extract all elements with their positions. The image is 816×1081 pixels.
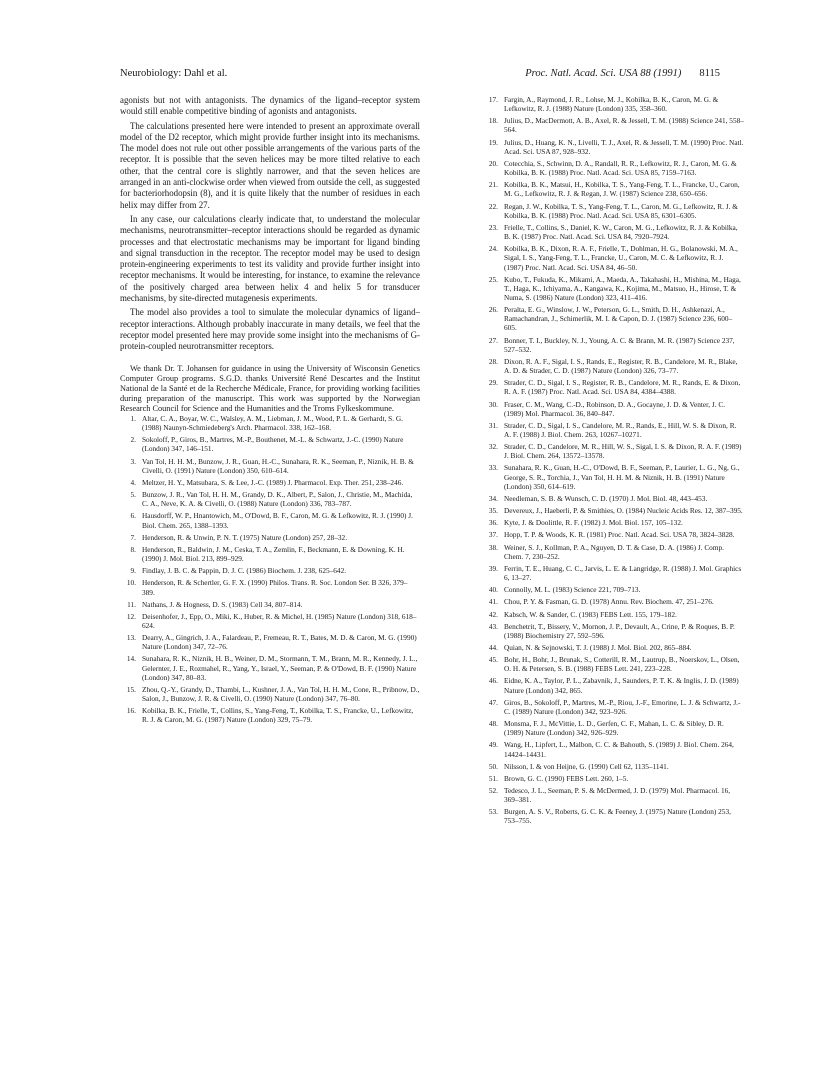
reference-text: Nilsson, I. & von Heijne, G. (1990) Cell 62, 1135–1141.: [504, 761, 669, 771]
reference-item: [482, 762, 744, 771]
reference-item: [482, 740, 744, 758]
reference-number: 46.: [488, 676, 498, 686]
reference-text: Monsma, F. J., McVittie, L. D., Gerfen, C. F., Mahan, L. C. & Sibley, D. R. (1989) Nature (London) 342, 926–929.: [504, 719, 724, 738]
reference-item: [120, 414, 420, 432]
right-column: [482, 95, 744, 829]
reference-text: Kabsch, W. & Sander, C. (1983) FEBS Lett. 155, 179–182.: [504, 609, 677, 619]
reference-item: [120, 612, 420, 630]
reference-text: Kyte, J. & Doolittle, R. F. (1982) J. Mol. Biol. 157, 105–132.: [504, 518, 683, 528]
left-column: [120, 95, 420, 728]
reference-number: 36.: [488, 518, 498, 528]
reference-text: Van Tol, H. H. M., Bunzow, J. R., Guan, H.-C., Sunahara, R. K., Seeman, P., Niznik, H. B. & Civelli, O. (1991) Nature (London) 350, 610–614.: [142, 456, 414, 475]
reference-text: Brown, G. C. (1990) FEBS Lett. 260, 1–5.: [504, 773, 629, 783]
reference-item: [120, 685, 420, 703]
page-number: 8115: [699, 68, 720, 79]
header-journal-block: [525, 68, 720, 79]
reference-number: 32.: [488, 442, 498, 452]
reference-number: 13.: [126, 633, 136, 643]
reference-number: 7.: [130, 532, 136, 542]
reference-number: 10.: [126, 578, 136, 588]
reference-item: [482, 518, 744, 527]
reference-item: [482, 597, 744, 606]
reference-list-right: [482, 95, 744, 826]
reference-text: Bunzow, J. R., Van Tol, H. H. M., Grandy, D. K., Albert, P., Salon, J., Christie, M., Machida, C. A., Neve, K. A. & Civelli, O. (1988) Nature (London) 336, 783–787.: [142, 490, 413, 509]
reference-item: [482, 622, 744, 640]
reference-number: 45.: [488, 655, 498, 665]
reference-number: 15.: [126, 684, 136, 694]
reference-text: Kobilka, B. K., Dixon, R. A. F., Frielle, T., Dohlman, H. G., Bolanowski, M. A., Sigal, I. S., Yang-Feng, T. L., Francke, U., Caron, M. C. & Lefkowitz, R. J. (1987) Proc. Natl. Acad. Sci. USA 84, 46–50.: [504, 244, 738, 272]
reference-item: [482, 786, 744, 804]
reference-number: 33.: [488, 463, 498, 473]
reference-list-left: [120, 414, 420, 725]
reference-number: 43.: [488, 621, 498, 631]
header-section: Neurobiology: Dahl et al.: [120, 68, 228, 79]
reference-number: 6.: [130, 511, 136, 521]
reference-number: 26.: [488, 305, 498, 315]
body-text: [120, 95, 420, 414]
reference-item: [482, 564, 744, 582]
reference-item: [482, 159, 744, 177]
reference-text: Strader, C. D., Sigal, I. S., Candelore, M. R., Rands, E., Hill, W. S. & Dixon, R. A. F. (1988) J. Biol. Chem. 263, 10267–10271.: [504, 420, 737, 439]
reference-text: Sokoloff, P., Giros, B., Martres, M.-P., Bouthenet, M.-L. & Schwartz, J.-C. (1990) Nature (London) 347, 146–151.: [142, 435, 404, 454]
reference-text: Henderson, R. & Unwin, P. N. T. (1975) Nature (London) 257, 28–32.: [142, 532, 348, 542]
reference-item: [482, 655, 744, 673]
reference-item: [482, 180, 744, 198]
reference-item: [482, 400, 744, 418]
reference-number: 3.: [130, 456, 136, 466]
reference-number: 22.: [488, 201, 498, 211]
reference-text: Giros, B., Sokoloff, P., Martres, M.-P., Riou, J.-F., Emorine, L. J. & Schwartz, J.-C. (1989) Nature (London) 342, 923–926.: [504, 697, 741, 716]
reference-item: [120, 457, 420, 475]
reference-item: [120, 435, 420, 453]
reference-text: Henderson, R., Baldwin, J. M., Ceska, T. A., Zemlin, F., Beckmann, E. & Downing, K. H. (1990) J. Mol. Biol. 213, 899–929.: [142, 544, 405, 564]
reference-text: Eidne, K. A., Taylor, P. L., Zabavnik, J., Saunders, P. T. K. & Inglis, J. D. (1989) Nature (London) 342, 865.: [504, 676, 739, 695]
reference-number: 23.: [488, 222, 498, 232]
reference-text: Meltzer, H. Y., Matsubara, S. & Lee, J.-C. (1989) J. Pharmacol. Exp. Ther. 251, 238–246.: [142, 477, 404, 487]
reference-item: [482, 543, 744, 561]
reference-text: Kobilka, B. K., Frielle, T., Collins, S., Yang-Feng, T., Kobilka, T. S., Francke, U., Lefkowitz, R. J. & Caron, M. G. (1987) Nature (London) 329, 75–79.: [142, 706, 414, 725]
reference-number: 42.: [488, 609, 498, 619]
reference-item: [120, 600, 420, 609]
reference-item: [482, 95, 744, 113]
reference-number: 50.: [488, 761, 498, 771]
reference-number: 25.: [488, 274, 498, 284]
reference-number: 24.: [488, 244, 498, 254]
reference-item: [482, 421, 744, 439]
reference-number: 9.: [130, 566, 136, 576]
reference-text: Bonner, T. I., Buckley, N. J., Young, A. C. & Brann, M. R. (1987) Science 237, 527–532.: [504, 335, 735, 354]
reference-item: [482, 530, 744, 539]
reference-item: [120, 533, 420, 542]
body-paragraph: agonists but not with antagonists. The dynamics of the ligand–receptor system would still enable competitive binding of agonists and antagonists.: [120, 95, 420, 117]
reference-item: [482, 774, 744, 783]
reference-text: Kobilka, B. K., Matsui, H., Kobilka, T. S., Yang-Feng, T. L., Francke, U., Caron, M. G., Lefkowitz, R. J. & Regan, J. W. (1987) Science 238, 650–656.: [504, 180, 740, 199]
reference-text: Nathans, J. & Hogness, D. S. (1983) Cell 34, 807–814.: [142, 599, 303, 609]
reference-item: [120, 578, 420, 596]
reference-text: Sunahara, R. K., Guan, H.-C., O'Dowd, B. F., Seeman, P., Laurier, L. G., Ng, G., George, S. R., Torchia, J., Van Tol, H. H. M. & Niznik, H. B. (1991) Nature (London) 350, 614–619.: [504, 463, 740, 491]
reference-text: Julius, D., MacDermott, A. B., Axel, R. & Jessell, T. M. (1988) Science 241, 558–564.: [504, 116, 744, 135]
body-paragraph: The model also provides a tool to simulate the molecular dynamics of ligand–receptor interactions. Although probably inaccurate in many details, we feel that the receptor model presented here may provide some insight into the mechanisms of G-protein-coupled neurotransmitter receptors.: [120, 307, 420, 352]
running-header: [120, 68, 720, 84]
reference-item: [482, 202, 744, 220]
reference-number: 18.: [488, 116, 498, 126]
reference-number: 48.: [488, 719, 498, 729]
reference-item: [482, 506, 744, 515]
reference-item: [482, 610, 744, 619]
reference-number: 41.: [488, 597, 498, 607]
reference-text: Devereux, J., Haeberli, P. & Smithies, O. (1984) Nucleic Acids Res. 12, 387–395.: [504, 506, 743, 516]
reference-number: 20.: [488, 158, 498, 168]
reference-text: Kubo, T., Fukuda, K., Mikami, A., Maeda, A., Takahashi, H., Mishina, M., Haga, T., Haga, K., Ichiyama, A., Kangawa, K., Kojima, M., Matsuo, H., Hirose, T. & Numa, S. (1986) Nature (London) 323, 411–416.: [504, 274, 741, 302]
reference-number: 51.: [488, 773, 498, 783]
reference-text: Chou, P. Y. & Fasman, G. D. (1978) Annu. Rev. Biochem. 47, 251–276.: [504, 597, 714, 607]
reference-number: 39.: [488, 563, 498, 573]
reference-number: 5.: [130, 490, 136, 500]
reference-number: 37.: [488, 530, 498, 540]
reference-text: Cotecchia, S., Schwinn, D. A., Randall, R. R., Lefkowitz, R. J., Caron, M. G. & Kobilka, B. K. (1988) Proc. Natl. Acad. Sci. USA 85, 7159–7163.: [504, 158, 737, 178]
reference-item: [482, 807, 744, 825]
reference-item: [120, 633, 420, 651]
reference-item: [482, 275, 744, 302]
reference-text: Wang, H., Lipfert, L., Malbon, C. C. & Bahouth, S. (1989) J. Biol. Chem. 264, 14424–14431.: [504, 740, 734, 759]
reference-item: [482, 698, 744, 716]
body-paragraph: The calculations presented here were intended to present an approximate overall model of the D2 receptor, which might provide further insight into its mechanisms. The model does not rule out other possible arrangements of the various parts of the receptor. It is possible that the seven helices may be more tilted relative to each other, that the central core is slightly narrower, and that the seven helices are arranged in an anti-clockwise order when viewed from outside the cell, as suggested for bacteriorhodopsin (8), and it is quite likely that the number of residues in each helix may differ from 27.: [120, 120, 420, 210]
reference-number: 17.: [488, 95, 498, 104]
reference-item: [120, 654, 420, 681]
reference-number: 31.: [488, 420, 498, 430]
reference-text: Zhou, Q.-Y., Grandy, D., Thambi, L., Kushner, J. A., Van Tol, H. H. M., Cone, R., Pribnow, D., Salon, J., Bunzow, J. R. & Civelli, O. (1990) Nature (London) 347, 76–80.: [142, 684, 420, 704]
reference-text: Needleman, S. B. & Wunsch, C. D. (1970) J. Mol. Biol. 48, 443–453.: [504, 493, 708, 503]
reference-item: [482, 357, 744, 375]
reference-item: [120, 490, 420, 508]
reference-number: 14.: [126, 654, 136, 664]
reference-text: Deisenhofer, J., Epp, O., Miki, K., Huber, R. & Michel, H. (1985) Nature (London) 318, 618–624.: [142, 611, 417, 630]
reference-text: Strader, C. D., Sigal, I. S., Register, R. B., Candelore, M. R., Rands, E. & Dixon, R. A. F. (1987) Proc. Natl. Acad. Sci. USA 84, 4384–4388.: [504, 378, 741, 397]
reference-item: [482, 116, 744, 134]
reference-text: Findlay, J. B. C. & Pappin, D. J. C. (1986) Biochem. J. 238, 625–642.: [142, 566, 347, 576]
reference-text: Burgen, A. S. V., Roberts, G. C. K. & Feeney, J. (1975) Nature (London) 253, 753–755.: [504, 807, 731, 826]
reference-text: Weiner, S. J., Kollman, P. A., Nguyen, D. T. & Case, D. A. (1986) J. Comp. Chem. 7, 230–252.: [504, 542, 724, 561]
reference-item: [482, 643, 744, 652]
reference-number: 16.: [126, 706, 136, 716]
reference-number: 2.: [130, 435, 136, 445]
reference-text: Frielle, T., Collins, S., Daniel, K. W., Caron, M. G., Lefkowitz, R. J. & Kobilka, B. K. (1987) Proc. Natl. Acad. Sci. USA 84, 7920–7924.: [504, 222, 738, 242]
reference-item: [482, 336, 744, 354]
reference-text: Connolly, M. L. (1983) Science 221, 709–713.: [504, 585, 641, 595]
reference-text: Regan, J. W., Kobilka, T. S., Yang-Feng, T. L., Caron, M. G., Lefkowitz, R. J. & Kobilka, B. K. (1988) Proc. Natl. Acad. Sci. USA 85, 6301–6305.: [504, 201, 738, 220]
reference-text: Fargin, A., Raymond, J. R., Lohse, M. J., Kobilka, B. K., Caron, M. G. & Lefkowitz, R. J. (1988) Nature (London) 335, 358–360.: [504, 95, 719, 114]
reference-item: [482, 244, 744, 271]
reference-number: 11.: [127, 599, 136, 609]
body-paragraph: In any case, our calculations clearly indicate that, to understand the molecular mechanisms, neurotransmitter–receptor interactions should be regarded as dynamic processes and that electrostatic mechanisms may be important for ligand binding and signal transduction in the receptor. The receptor model may be used to design protein-engineering experiments to test its validity and provide further insight into receptor mechanisms. It would be interesting, for instance, to examine the relevance of the positively charged area between helix 4 and helix 5 for transducer mechanisms, by site-directed mutagenesis experiments.: [120, 213, 420, 304]
reference-text: Julius, D., Huang, K. N., Livelli, T. J., Axel, R. & Jessell, T. M. (1990) Proc. Natl. Acad. Sci. USA 87, 928–932.: [504, 137, 744, 156]
reference-text: Tedesco, J. L., Seeman, P. S. & McDermed, J. D. (1979) Mol. Pharmacol. 16, 369–381.: [504, 786, 731, 805]
reference-number: 12.: [126, 611, 136, 621]
reference-item: [482, 378, 744, 396]
reference-number: 38.: [488, 542, 498, 552]
reference-text: Fraser, C. M., Wang, C.-D., Robinson, D. A., Gocayne, J. D. & Venter, J. C. (1989) Mol. Pharmacol. 36, 840–847.: [504, 399, 726, 418]
reference-text: Quian, N. & Sejnowski, T. J. (1988) J. Mol. Biol. 202, 865–884.: [504, 642, 692, 652]
reference-number: 27.: [488, 335, 498, 345]
reference-number: 40.: [488, 585, 498, 595]
reference-number: 47.: [488, 697, 498, 707]
reference-item: [120, 478, 420, 487]
reference-text: Dearry, A., Gingrich, J. A., Falardeau, P., Fremeau, R. T., Bates, M. D. & Caron, M. G. (1990) Nature (London) 347, 72–76.: [142, 633, 417, 652]
reference-text: Hausdorff, W. P., Hnantowich, M., O'Dowd, B. F., Caron, M. G. & Lefkowitz, R. J. (1990) J. Biol. Chem. 265, 1388–1393.: [142, 511, 413, 530]
reference-number: 44.: [488, 642, 498, 652]
acknowledgment: We thank Dr. T. Johansen for guidance in using the University of Wisconsin Genetics Computer Group programs. S.G.D. thanks Université René Descartes and the Institut National de la Santé et de la Recherche Médicale, France, for providing working facilities during preparation of the manuscript. This work was supported by the Norwegian Research Council for Science and the Humanities and the Troms Fylkeskommune.: [120, 363, 420, 413]
reference-item: [482, 585, 744, 594]
reference-item: [120, 545, 420, 563]
reference-item: [482, 494, 744, 503]
reference-number: 35.: [488, 506, 498, 516]
reference-item: [120, 706, 420, 724]
reference-text: Benchetrit, T., Bissery, V., Mornon, J. P., Devault, A., Crine, P. & Roques, B. P. (1988) Biochemistry 27, 592–596.: [504, 621, 735, 640]
reference-number: 19.: [488, 137, 498, 147]
reference-number: 4.: [130, 477, 136, 487]
reference-number: 53.: [488, 807, 498, 817]
reference-text: Dixon, R. A. F., Sigal, I. S., Rands, E., Register, R. B., Candelore, M. R., Blake, A. D. & Strader, C. D. (1987) Nature (London) 326, 73–77.: [504, 356, 738, 376]
reference-number: 29.: [488, 378, 498, 388]
reference-text: Ferrin, T. E., Huang, C. C., Jarvis, L. E. & Langridge, R. (1988) J. Mol. Graphics 6, 13–27.: [504, 563, 742, 583]
reference-item: [482, 442, 744, 460]
reference-text: Altar, C. A., Boyar, W. C., Walsley, A. M., Liebman, J. M., Wood, P. L. & Gerhardt, S. G. (1988) Naunyn-Schmiedeberg's Arch. Pharmacol. 338, 162–168.: [142, 414, 403, 433]
reference-text: Bohr, H., Bohr, J., Brunak, S., Cotterill, R. M., Lautrup, B., Noerskov, L., Olsen, O. H. & Petersen, S. B. (1988) FEBS Lett. 241, 223–228.: [504, 655, 740, 674]
reference-text: Sunahara, R. K., Niznik, H. B., Weiner, D. M., Stormann, T. M., Brann, M. R., Kennedy, J. L., Gelernter, J. E., Rozmahel, R., Yang, Y., Israel, Y., Seeman, P. & O'Dowd, B. F. (1990) Nature (London) 347, 80–83.: [142, 654, 418, 682]
reference-number: 8.: [130, 544, 136, 554]
reference-text: Hopp, T. P. & Woods, K. R. (1981) Proc. Natl. Acad. Sci. USA 78, 3824–3828.: [504, 530, 735, 540]
reference-number: 1.: [130, 414, 136, 423]
reference-item: [482, 719, 744, 737]
reference-item: [482, 305, 744, 332]
reference-number: 52.: [488, 786, 498, 795]
reference-number: 21.: [488, 180, 498, 190]
reference-item: [482, 223, 744, 241]
reference-number: 34.: [488, 493, 498, 503]
reference-text: Peralta, E. G., Winslow, J. W., Peterson, G. L., Smith, D. H., Ashkenazi, A., Ramachandran, J., Schimerlik, M. I. & Capon, D. J. (1987) Science 236, 600–605.: [504, 305, 733, 333]
reference-text: Strader, C. D., Candelore, M. R., Hill, W. S., Sigal, I. S. & Dixon, R. A. F. (1989) J. Biol. Chem. 264, 13572–13578.: [504, 442, 742, 461]
reference-number: 30.: [488, 399, 498, 409]
reference-number: 28.: [488, 356, 498, 366]
reference-number: 49.: [488, 740, 498, 750]
reference-item: [482, 463, 744, 490]
header-journal: Proc. Natl. Acad. Sci. USA 88 (1991): [525, 68, 682, 79]
reference-item: [120, 511, 420, 529]
reference-item: [482, 676, 744, 694]
reference-text: Henderson, R. & Schertler, G. F. X. (1990) Philos. Trans. R. Soc. London Ser. B 326, 379–389.: [142, 578, 408, 597]
reference-item: [120, 566, 420, 575]
reference-item: [482, 138, 744, 156]
